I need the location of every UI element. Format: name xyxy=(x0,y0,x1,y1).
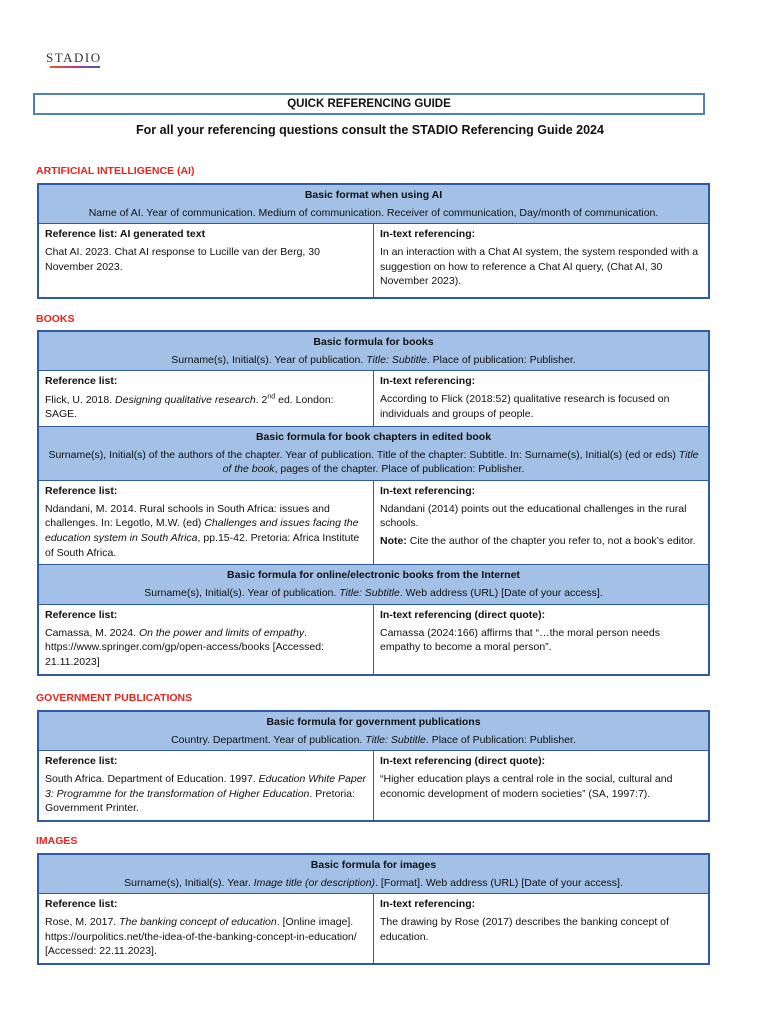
books-table xyxy=(37,330,710,676)
government-intext-cell xyxy=(374,751,710,821)
chapters-formula-header xyxy=(38,426,709,480)
images-intext-label: In-text referencing: xyxy=(380,898,476,911)
ai-reference-cell xyxy=(38,224,374,299)
images-formula-title: Basic formula for images xyxy=(310,859,437,871)
stadio-logo: STADIO xyxy=(46,50,102,65)
books-intext-text: According to Flick (2018:52) qualitative research is focused on individuals and groups of people. xyxy=(380,393,670,420)
images-intext-cell xyxy=(374,894,710,965)
images-reference-cell xyxy=(38,894,374,965)
section-images-heading: IMAGES xyxy=(36,835,78,847)
logo-underline xyxy=(50,66,100,68)
government-formula-header xyxy=(38,711,709,751)
ai-table xyxy=(37,183,710,299)
ai-format-title: Basic format when using AI xyxy=(304,189,443,201)
online-books-formula-title: Basic formula for online/electronic books from the Internet xyxy=(227,569,520,582)
chapters-note: Note: Cite the author of the chapter you refer to, not a book’s editor. xyxy=(380,535,696,548)
chapters-formula-text: Surname(s), Initial(s) of the authors of the chapter. Year of publication. Title of the chapter: Subtitle. In: Surname(s), Initial(s) (ed or eds) Title of the book, pages of the chapter. Place of publication: Publisher. xyxy=(48,448,699,476)
images-formula-text: Surname(s), Initial(s). Year. Image title (or description). [Format]. Web address (URL) [Date of your access]. xyxy=(124,876,623,889)
government-table xyxy=(37,710,710,822)
books-reference-label: Reference list: xyxy=(45,375,118,388)
ai-reference-text: Chat AI. 2023. Chat AI response to Lucille van der Berg, 30 November 2023. xyxy=(45,246,320,273)
ai-format-text: Name of AI. Year of communication. Medium of communication. Receiver of communication, Day/month of communication. xyxy=(88,206,659,219)
chapters-reference-text: Ndandani, M. 2014. Rural schools in South Africa: issues and challenges. In: Legotlo, M.W. (ed) Challenges and issues facing the education system in South Africa, pp.15-42. Pretoria: Africa Institute of South Africa. xyxy=(45,502,360,559)
images-formula-header xyxy=(38,854,709,894)
section-ai-heading: ARTIFICIAL INTELLIGENCE (AI) xyxy=(36,165,195,177)
images-reference-label: Reference list: xyxy=(45,898,118,911)
books-intext-label: In-text referencing: xyxy=(380,375,476,388)
government-intext-label: In-text referencing (direct quote): xyxy=(380,755,546,768)
online-books-reference-cell xyxy=(38,604,374,675)
government-reference-cell xyxy=(38,751,374,821)
books-formula-header xyxy=(38,331,709,371)
books-reference-text: Flick, U. 2018. Designing qualitative research. 2nd ed. London: SAGE. xyxy=(45,393,334,421)
government-reference-text: South Africa. Department of Education. 1997. Education White Paper 3: Programme for the transformation of Higher Education. Pretoria: Government Printer. xyxy=(45,773,367,815)
images-table xyxy=(37,853,710,965)
online-books-intext-label: In-text referencing (direct quote): xyxy=(380,608,546,621)
online-books-intext-text: Camassa (2024:166) affirms that “…the moral person needs empathy to become a moral person”. xyxy=(380,626,660,654)
online-books-reference-text: Camassa, M. 2024. On the power and limits of empathy. https://www.springer.com/gp/open-access/books [Accessed: 21.11.2023] xyxy=(45,626,324,668)
chapters-reference-label: Reference list: xyxy=(45,485,118,497)
government-formula-title: Basic formula for government publications xyxy=(266,716,481,728)
government-formula-text: Country. Department. Year of publication. Title: Subtitle. Place of Publication: Publisher. xyxy=(171,733,576,746)
chapters-intext-label: In-text referencing: xyxy=(380,485,476,497)
online-books-intext-cell xyxy=(374,604,710,675)
online-books-formula-header xyxy=(38,565,709,604)
books-intext-cell xyxy=(374,371,710,427)
ai-format-header xyxy=(38,184,709,224)
ai-intext-label: In-text referencing: xyxy=(380,228,476,241)
page-title xyxy=(33,93,705,115)
page-title-text: QUICK REFERENCING GUIDE xyxy=(287,98,451,110)
government-reference-label: Reference list: xyxy=(45,755,118,768)
section-books-heading: BOOKS xyxy=(36,313,75,325)
chapters-reference-cell xyxy=(38,481,374,565)
government-intext-text: “Higher education plays a central role in the social, cultural and economic development of modern societies” (SA, 1997:7). xyxy=(380,773,673,800)
books-reference-cell xyxy=(38,371,374,427)
page-subtitle: For all your referencing questions consult the STADIO Referencing Guide 2024 xyxy=(136,123,604,137)
section-government-heading: GOVERNMENT PUBLICATIONS xyxy=(36,692,193,704)
chapters-intext-cell xyxy=(374,481,710,565)
ai-intext-cell xyxy=(374,224,710,299)
images-intext-text: The drawing by Rose (2017) describes the banking concept of education. xyxy=(380,916,669,943)
chapters-formula-title: Basic formula for book chapters in edited book xyxy=(255,430,492,443)
books-formula-text: Surname(s), Initial(s). Year of publication. Title: Subtitle. Place of publication: Publisher. xyxy=(171,353,576,366)
online-books-reference-label: Reference list: xyxy=(45,608,118,621)
books-formula-title: Basic formula for books xyxy=(313,336,434,348)
ai-intext-text: In an interaction with a Chat AI system, the system responded with a suggestion on how to reference a Chat AI query, (Chat AI, 30 November 2023). xyxy=(380,246,699,288)
images-reference-text: Rose, M. 2017. The banking concept of education. [Online image]. https://ourpolitics.net/the-idea-of-the-banking-concept-in-education/ [Accessed: 22.11.2023]. xyxy=(45,916,357,958)
online-books-formula-text: Surname(s), Initial(s). Year of publication. Title: Subtitle. Web address (URL) [Date of your access]. xyxy=(144,587,603,600)
chapters-intext-text: Ndandani (2014) points out the educational challenges in the rural schools. xyxy=(380,502,687,530)
ai-reference-label: Reference list: AI generated text xyxy=(45,228,206,241)
